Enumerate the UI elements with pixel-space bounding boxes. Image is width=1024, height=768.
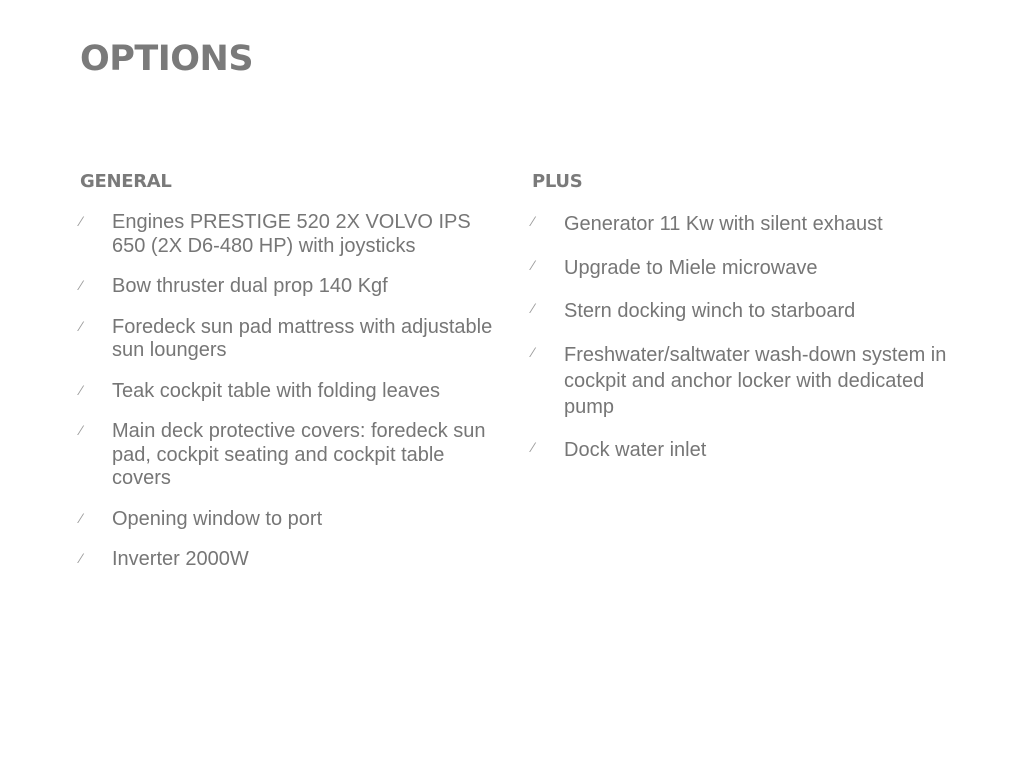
list-item [532, 437, 952, 463]
option-text: Generator 11 Kw with silent exhaust [564, 213, 883, 235]
option-text: Foredeck sun pad mattress with adjustable sun loungers [112, 315, 493, 361]
slash-bullet-icon: ⁄ [532, 300, 535, 316]
option-text: Engines PRESTIGE 520 2X VOLVO IPS 650 (2X D6-480 HP) with joysticks [112, 211, 471, 257]
list-item [80, 380, 500, 404]
slash-bullet-icon: ⁄ [532, 213, 535, 229]
slash-bullet-icon: ⁄ [80, 550, 83, 566]
list-item [80, 548, 500, 572]
list-item [532, 211, 952, 237]
option-text: Main deck protective covers: foredeck sun pad, cockpit seating and cockpit table covers [112, 420, 486, 489]
option-text: Teak cockpit table with folding leaves [112, 379, 440, 402]
slash-bullet-icon: ⁄ [80, 509, 83, 526]
list-item [532, 298, 952, 324]
general-options-section [80, 170, 500, 589]
option-text: Dock water inlet [564, 439, 707, 461]
plus-options-list [532, 211, 952, 463]
option-text: Upgrade to Miele microwave [564, 256, 818, 279]
page-title: OPTIONS [80, 39, 254, 79]
option-text: Bow thruster dual prop 140 Kgf [112, 275, 388, 297]
general-heading: GENERAL [80, 171, 172, 192]
list-item [532, 255, 952, 281]
option-text: Freshwater/saltwater wash-down system in cockpit and anchor locker with dedicated pump [564, 343, 947, 418]
list-item [80, 211, 500, 258]
list-item [80, 316, 500, 363]
slash-bullet-icon: ⁄ [532, 439, 535, 455]
slash-bullet-icon: ⁄ [532, 343, 535, 360]
option-text: Opening window to port [112, 507, 323, 530]
slash-bullet-icon: ⁄ [80, 277, 83, 293]
plus-heading: PLUS [532, 171, 583, 192]
option-text: Stern docking winch to starboard [564, 300, 856, 322]
option-text: Inverter 2000W [112, 548, 249, 570]
slash-bullet-icon: ⁄ [80, 381, 83, 398]
slash-bullet-icon: ⁄ [80, 317, 83, 334]
slash-bullet-icon: ⁄ [532, 256, 535, 273]
slash-bullet-icon: ⁄ [80, 422, 83, 438]
list-item [80, 275, 500, 299]
list-item [532, 342, 952, 420]
list-item [80, 420, 500, 491]
slash-bullet-icon: ⁄ [80, 213, 83, 229]
plus-options-section [532, 170, 952, 481]
list-item [80, 508, 500, 532]
general-options-list [80, 211, 500, 572]
